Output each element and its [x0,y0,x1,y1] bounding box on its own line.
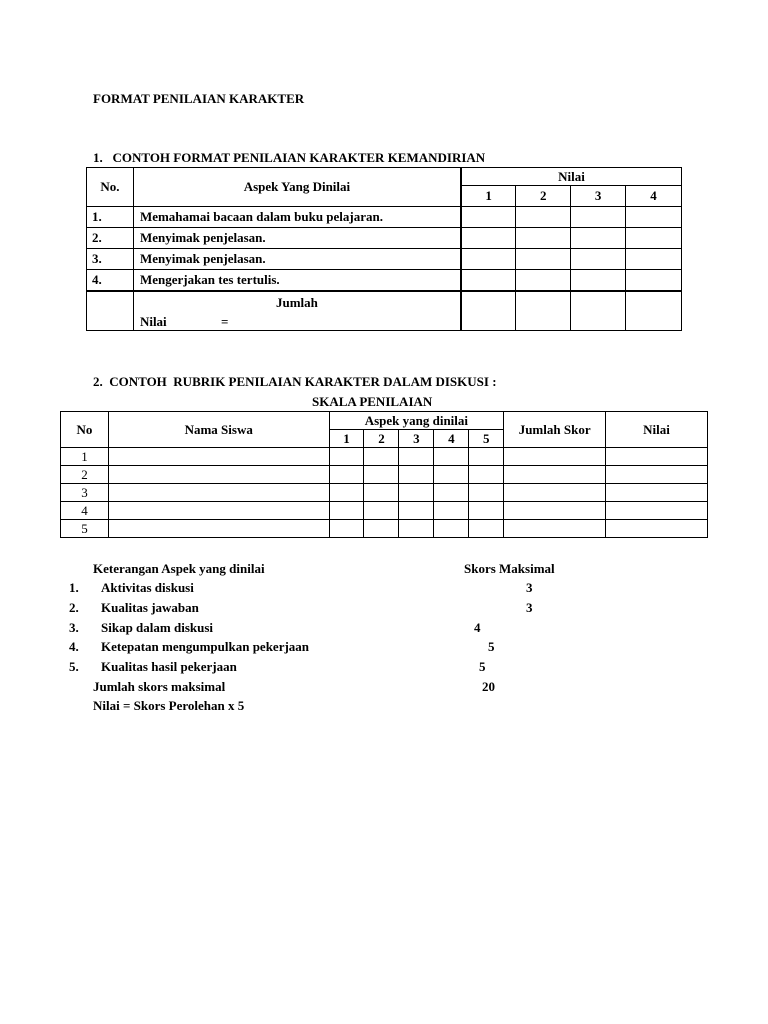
keterangan-item-no: 4. [69,639,79,654]
aspek-col-5: 5 [469,430,504,448]
aspek-col-4: 4 [434,430,469,448]
aspek-cell [364,484,399,502]
jumlah-skor-cell [504,520,606,538]
skala-penilaian-heading: SKALA PENILAIAN [312,394,433,409]
aspek-cell [364,466,399,484]
aspek-cell [434,502,469,520]
skor-maksimal-heading: Skors Maksimal [464,561,555,576]
row-no: 3 [61,484,109,502]
nama-cell [108,502,329,520]
keterangan-item-skor: 3 [526,600,533,615]
nilai-cell [516,270,571,291]
nilai-cell [606,502,708,520]
nilai-col-4: 4 [626,186,682,207]
aspek-cell [329,448,364,466]
col-nama-header: Nama Siswa [108,412,329,448]
aspek-col-1: 1 [329,430,364,448]
nilai-cell [461,207,516,228]
table-row [61,502,708,520]
aspek-cell [434,484,469,502]
row-no: 2. [87,228,134,249]
aspek-col-3: 3 [399,430,434,448]
document-title: FORMAT PENILAIAN KARAKTER [93,91,305,106]
row-aspek: Menyimak penjelasan. [133,249,460,270]
nilai-cell [626,228,682,249]
nilai-cell [626,249,682,270]
col-aspek-header: Aspek Yang Dinilai [133,168,460,207]
jumlah-row [87,291,682,331]
table-row [61,520,708,538]
table-row [61,484,708,502]
nilai-cell [626,291,682,331]
nilai-col-3: 3 [571,186,626,207]
row-aspek: Memahamai bacaan dalam buku pelajaran. [133,207,460,228]
nilai-cell [606,466,708,484]
aspek-cell [364,502,399,520]
jumlah-skor-cell [504,466,606,484]
col-aspek-header: Aspek yang dinilai [329,412,504,430]
nama-cell [108,466,329,484]
nilai-formula: Nilai = Skors Perolehan x 5 [93,698,245,713]
row-aspek: Menyimak penjelasan. [133,228,460,249]
keterangan-item-label: Kualitas hasil pekerjaan [101,659,237,674]
aspek-cell [434,466,469,484]
table-row [87,228,682,249]
aspek-cell [399,448,434,466]
nilai-cell [516,249,571,270]
keterangan-item-skor: 5 [488,639,495,654]
row-no: 4. [87,270,134,291]
aspek-cell [329,502,364,520]
keterangan-item-skor: 3 [526,580,533,595]
row-no: 1. [87,207,134,228]
nilai-cell [606,484,708,502]
jumlah-skor-cell [504,502,606,520]
keterangan-item-skor: 5 [479,659,486,674]
keterangan-item-no: 2. [69,600,79,615]
aspek-cell [469,520,504,538]
aspek-cell [364,448,399,466]
aspek-cell [329,520,364,538]
keterangan-item-label: Ketepatan mengumpulkan pekerjaan [101,639,310,654]
row-no: 5 [61,520,109,538]
nilai-cell [461,249,516,270]
col-nilai-header: Nilai [606,412,708,448]
row-no: 4 [61,502,109,520]
keterangan-item-label: Aktivitas diskusi [101,580,194,595]
nilai-cell [571,270,626,291]
aspek-cell [399,502,434,520]
kemandirian-table [86,167,682,331]
nilai-cell [571,207,626,228]
nilai-cell [571,249,626,270]
table-row [87,207,682,228]
aspek-cell [399,466,434,484]
keterangan-item-no: 1. [69,580,79,595]
aspek-cell [434,520,469,538]
nilai-cell [461,291,516,331]
jumlah-skor-maksimal-label: Jumlah skors maksimal [93,679,226,694]
equals-sign: = [220,313,229,329]
nama-cell [108,448,329,466]
aspek-cell [329,484,364,502]
aspek-cell [329,466,364,484]
aspek-cell [434,448,469,466]
col-no-header: No [61,412,109,448]
col-no-header: No. [87,168,134,207]
keterangan-item-label: Kualitas jawaban [101,600,199,615]
jumlah-label: Jumlah [275,294,318,310]
aspek-cell [364,520,399,538]
nilai-cell [606,520,708,538]
aspek-cell [469,484,504,502]
nilai-col-2: 2 [516,186,571,207]
aspek-cell [469,502,504,520]
aspek-cell [469,448,504,466]
nilai-cell [606,448,708,466]
table-row [61,448,708,466]
nama-cell [108,520,329,538]
keterangan-item-label: Sikap dalam diskusi [101,620,214,635]
nilai-cell [516,228,571,249]
keterangan-item-no: 3. [69,620,79,635]
jumlah-empty-cell [87,291,134,331]
nilai-cell [461,270,516,291]
nilai-col-1: 1 [461,186,516,207]
keterangan-heading: Keterangan Aspek yang dinilai [93,561,265,576]
col-nilai-header: Nilai [461,168,682,186]
table-row [61,466,708,484]
jumlah-cell [133,291,460,331]
aspek-cell [469,466,504,484]
col-jumlah-skor-header: Jumlah Skor [504,412,606,448]
row-no: 2 [61,466,109,484]
row-aspek: Mengerjakan tes tertulis. [133,270,460,291]
aspek-cell [399,484,434,502]
keterangan-item-skor: 4 [474,620,481,635]
jumlah-skor-cell [504,448,606,466]
aspek-cell [399,520,434,538]
jumlah-skor-cell [504,484,606,502]
nilai-cell [461,228,516,249]
rubrik-table [60,411,708,538]
section1-heading: 1. CONTOH FORMAT PENILAIAN KARAKTER KEMANDIRIAN [93,150,486,165]
nilai-cell [626,207,682,228]
nilai-label: Nilai [139,313,167,329]
aspek-col-2: 2 [364,430,399,448]
table-row [87,249,682,270]
keterangan-item-no: 5. [69,659,79,674]
nilai-cell [516,207,571,228]
jumlah-skor-maksimal-value: 20 [482,679,495,694]
section2-heading: 2. CONTOH RUBRIK PENILAIAN KARAKTER DALAM DISKUSI : [93,374,497,389]
row-no: 1 [61,448,109,466]
nilai-cell [626,270,682,291]
table-row [87,270,682,291]
row-no: 3. [87,249,134,270]
nama-cell [108,484,329,502]
nilai-cell [571,291,626,331]
nilai-cell [571,228,626,249]
nilai-cell [516,291,571,331]
